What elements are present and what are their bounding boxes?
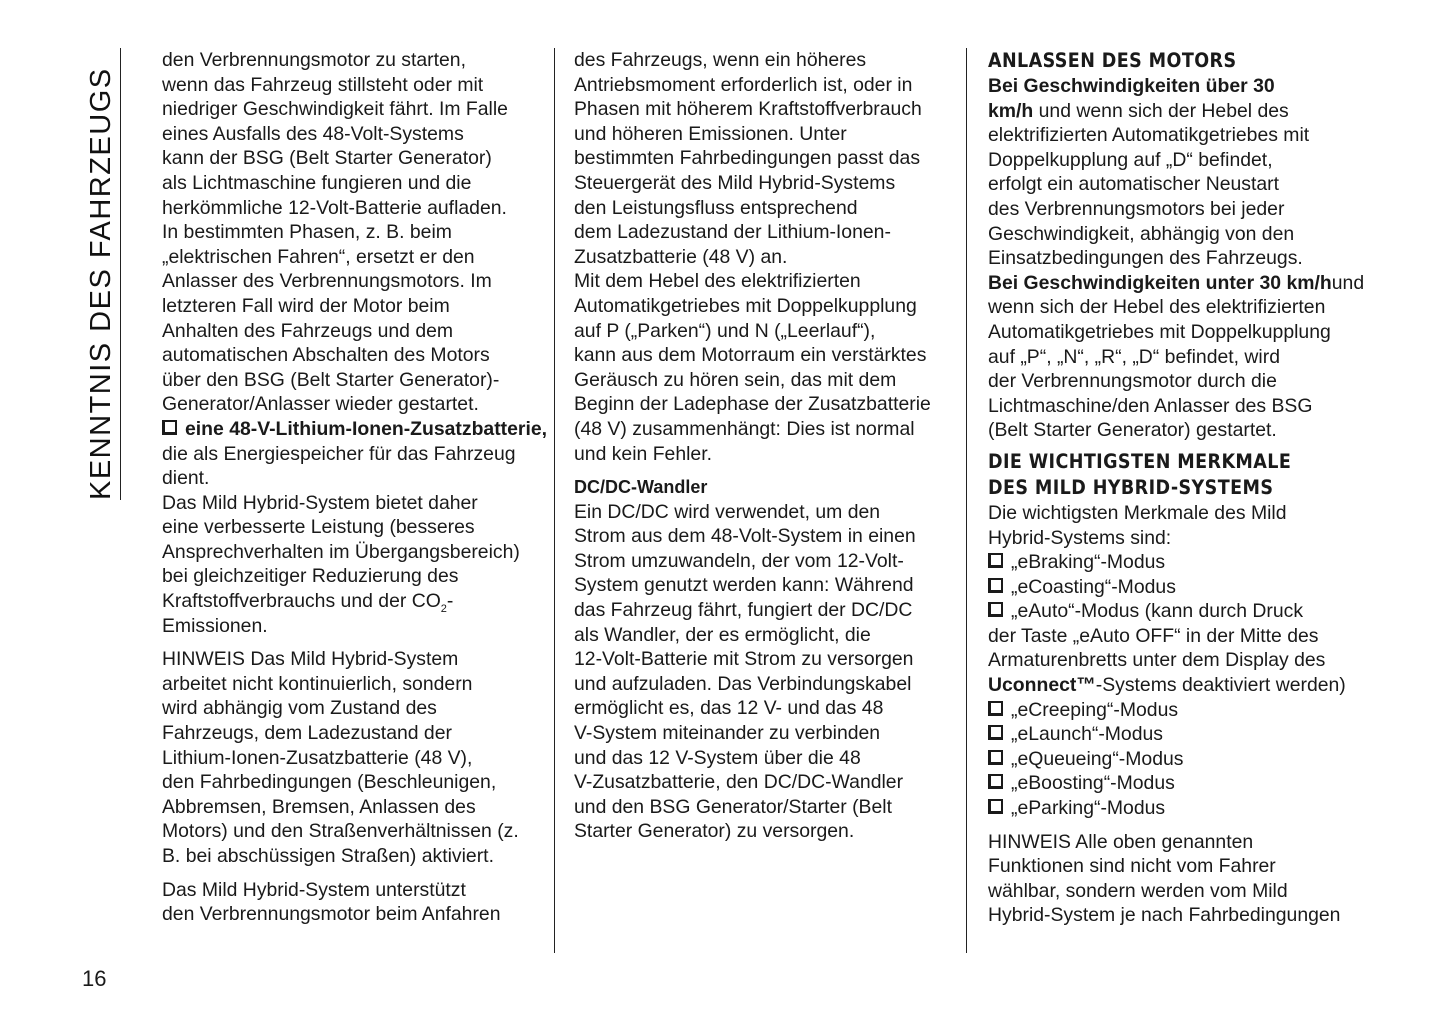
paragraph-1 [574, 48, 952, 269]
text-line: und das 12 V-System über die 48 [574, 746, 861, 769]
checkbox-bullet-icon [988, 553, 1003, 568]
text-line: der Verbrennungsmotor durch die [988, 370, 1277, 393]
text-line: V-Zusatzbatterie, den DC/DC-Wandler [574, 771, 904, 794]
list-item [988, 599, 1368, 624]
text-line: des Verbrennungsmotors bei jeder [988, 197, 1285, 220]
text-line: Doppelkupplung auf „D“ befindet, [988, 148, 1273, 171]
paragraph-3 [574, 500, 952, 844]
bullet-bold-text: eine 48-V-Lithium-Ionen-Zusatzbatterie, [185, 417, 548, 440]
list-item [988, 747, 1368, 772]
text-line: Geräusch zu hören sein, das mit dem [574, 368, 897, 391]
list-item [988, 722, 1368, 747]
text-line: letzteren Fall wird der Motor beim [162, 294, 450, 317]
text-line: dem Ladezustand der Lithium-Ionen- [574, 221, 891, 244]
checkbox-bullet-icon [988, 799, 1003, 814]
paragraph-1 [162, 48, 548, 491]
text-line: „elektrischen Fahren“, ersetzt er den [162, 245, 475, 268]
text-line: wenn das Fahrzeug stillsteht oder mit [162, 73, 484, 96]
text-line: Lithium-Ionen-Zusatzbatterie (48 V), [162, 746, 473, 769]
text-line: den Verbrennungsmotor beim Anfahren [162, 903, 501, 926]
text-line: System genutzt werden kann: Während [574, 574, 914, 597]
bold-inline-text: Uconnect™ [988, 674, 1096, 697]
text-line: bestimmten Fahrbedingungen passt das [574, 147, 921, 170]
text-line: Einsatzbedingungen des Fahrzeugs. [988, 247, 1303, 270]
paragraph-2 [574, 269, 952, 466]
text-line: wählbar, sondern werden vom Mild [988, 879, 1288, 902]
text-line [988, 673, 1368, 698]
list-item-label: „eParking“-Modus [1011, 797, 1166, 820]
inline-text: und wenn sich der Hebel des [1033, 99, 1289, 122]
text-line: kann der BSG (Belt Starter Generator) [162, 147, 492, 170]
text-line: und den BSG Generator/Starter (Belt [574, 795, 892, 818]
list-item-label: „eQueueing“-Modus [1011, 747, 1184, 770]
text-line: Phasen mit höherem Kraftstoffverbrauch [574, 98, 922, 121]
checkbox-bullet-icon [162, 420, 177, 435]
column-divider-1 [554, 48, 555, 953]
text-line: als Wandler, der es ermöglicht, die [574, 623, 871, 646]
checkbox-bullet-icon [988, 725, 1003, 740]
text-column-2 [574, 48, 952, 844]
text-line: und höheren Emissionen. Unter [574, 122, 847, 145]
heading-engine-start: ANLASSEN DES MOTORS [988, 49, 1237, 72]
checkbox-bullet-icon [988, 750, 1003, 765]
text-line: der Taste „eAuto OFF“ in der Mitte des [988, 624, 1319, 647]
co2-text: Kraftstoffverbrauchs und der CO [162, 590, 441, 613]
inline-text: -Systems deaktiviert werden) [1095, 674, 1346, 697]
paragraph-3 [988, 501, 1368, 550]
text-line: Das Mild Hybrid-System unterstützt [162, 878, 466, 901]
checkbox-bullet-icon [988, 602, 1003, 617]
co2-subscript: 2 [440, 602, 447, 615]
page-number: 16 [82, 966, 107, 991]
text-line: den Leistungsfluss entsprechend [574, 196, 858, 219]
heading-key-features: DIE WICHTIGSTEN MERKMALE [988, 449, 1292, 473]
text-line: auf „P“, „N“, „R“, „D“ befindet, wird [988, 345, 1280, 368]
text-line: auf P („Parken“) und N („Leerlauf“), [574, 319, 876, 342]
text-line: V-System miteinander zu verbinden [574, 722, 881, 745]
list-item [988, 575, 1368, 600]
checkbox-bullet-icon [988, 701, 1003, 716]
text-line: Motors) und den Straßenverhältnissen (z. [162, 820, 519, 843]
text-line: Beginn der Ladephase der Zusatzbatterie [574, 393, 931, 416]
text-line: Mit dem Hebel des elektrifizierten [574, 270, 861, 293]
text-line: Lichtmaschine/den Anlasser des BSG [988, 394, 1313, 417]
column-divider-2 [966, 48, 967, 953]
text-line: über den BSG (Belt Starter Generator)- [162, 368, 500, 391]
text-line: 12-Volt-Batterie mit Strom zu versorgen [574, 648, 914, 671]
text-line: eines Ausfalls des 48-Volt-Systems [162, 122, 464, 145]
text-line: HINWEIS Alle oben genannten [988, 830, 1254, 853]
text-line: wenn sich der Hebel des elektrifizierten [988, 296, 1326, 319]
text-line: (Belt Starter Generator) gestartet. [988, 419, 1277, 442]
text-column-3 [988, 48, 1368, 928]
text-line: Emissionen. [162, 614, 268, 637]
text-line: das Fahrzeug fährt, fungiert der DC/DC [574, 599, 913, 622]
checkbox-bullet-icon [988, 774, 1003, 789]
text-line: Armaturenbretts unter dem Display des [988, 649, 1326, 672]
list-item-label: „eCoasting“-Modus [1011, 575, 1176, 598]
text-line: (48 V) zusammenhängt: Dies ist normal [574, 417, 915, 440]
text-line: Generator/Anlasser wieder gestartet. [162, 393, 479, 416]
paragraph-2 [162, 491, 540, 639]
text-line: kann aus dem Motorraum ein verstärktes [574, 344, 927, 367]
text-line: ermöglicht es, das 12 V- und das 48 [574, 697, 884, 720]
text-line: arbeitet nicht kontinuierlich, sondern [162, 672, 473, 695]
text-line: Strom umzuwandeln, der vom 12-Volt- [574, 549, 904, 572]
text-line: Ansprechverhalten im Übergangsbereich) [162, 540, 520, 563]
list-item [988, 771, 1368, 796]
text-line: Ein DC/DC wird verwendet, um den [574, 500, 881, 523]
note-paragraph [162, 647, 540, 868]
dcdc-subheading: DC/DC-Wandler [574, 477, 708, 498]
text-line: niedriger Geschwindigkeit fährt. Im Falle [162, 98, 508, 121]
text-line [988, 99, 1368, 124]
text-line: Das Mild Hybrid-System bietet daher [162, 491, 478, 514]
text-line: die als Energiespeicher für das Fahrzeug [162, 442, 516, 465]
text-line: erfolgt ein automatischer Neustart [988, 173, 1280, 196]
text-line: Hybrid-System je nach Fahrbedingungen [988, 904, 1341, 927]
text-line: In bestimmten Phasen, z. B. beim [162, 221, 452, 244]
text-line: bei gleichzeitiger Reduzierung des [162, 565, 459, 588]
text-line: automatischen Abschalten des Motors [162, 344, 490, 367]
text-line: dient. [162, 467, 210, 490]
list-item [988, 796, 1368, 821]
text-line: den Verbrennungsmotor zu starten, [162, 49, 466, 71]
text-line: Geschwindigkeit, abhängig von den [988, 222, 1295, 245]
bold-inline-text: Bei Geschwindigkeiten unter 30 km/h [988, 271, 1332, 294]
text-line: Funktionen sind nicht vom Fahrer [988, 855, 1276, 878]
text-line: eine verbesserte Leistung (besseres [162, 516, 475, 539]
text-line [162, 589, 540, 614]
text-line: herkömmliche 12-Volt-Batterie aufladen. [162, 196, 507, 219]
note-paragraph [988, 830, 1368, 928]
text-line: B. bei abschüssigen Straßen) aktiviert. [162, 845, 494, 867]
text-line: Automatikgetriebes mit Doppelkupplung [988, 320, 1331, 343]
text-line: Anhalten des Fahrzeugs und dem [162, 319, 454, 342]
bold-text-line: Bei Geschwindigkeiten über 30 [988, 75, 1275, 97]
text-line: HINWEIS Das Mild Hybrid-System [162, 648, 459, 671]
text-column-1 [162, 48, 548, 927]
list-item-label: „eLaunch“-Modus [1011, 723, 1163, 746]
feature-list [988, 550, 1368, 821]
side-title-text: KENNTNIS DES FAHRZEUGS [85, 67, 117, 500]
side-section-title [78, 48, 121, 500]
text-line: und kein Fehler. [574, 442, 712, 465]
list-item [988, 550, 1368, 575]
text-line: als Lichtmaschine fungieren und die [162, 171, 472, 194]
text-line: Strom aus dem 48-Volt-System in einen [574, 525, 916, 548]
text-line: und aufzuladen. Das Verbindungskabel [574, 672, 912, 695]
text-line: elektrifizierten Automatikgetriebes mit [988, 124, 1310, 147]
text-line: wird abhängig vom Zustand des [162, 697, 437, 720]
co2-hyphen: - [446, 590, 454, 613]
text-line: Abbremsen, Bremsen, Anlassen des [162, 795, 476, 818]
list-item [988, 698, 1368, 723]
text-line: des Fahrzeugs, wenn ein höheres [574, 49, 867, 71]
list-item-label: „eAuto“-Modus (kann durch Druck [1011, 600, 1304, 623]
bullet-item [162, 417, 548, 442]
text-line: Steuergerät des Mild Hybrid-Systems [574, 171, 896, 194]
paragraph-2 [988, 271, 1368, 443]
text-line: den Fahrbedingungen (Beschleunigen, [162, 771, 497, 794]
paragraph-4 [162, 878, 540, 927]
text-line: Antriebsmoment erforderlich ist, oder in [574, 73, 913, 96]
bold-inline-text: km/h [988, 99, 1034, 122]
text-line: Starter Generator) zu versorgen. [574, 820, 855, 843]
list-item-label: „eBoosting“-Modus [1011, 772, 1175, 795]
inline-text: und [1331, 271, 1365, 294]
text-line: Hybrid-Systems sind: [988, 526, 1172, 549]
paragraph-1 [988, 74, 1368, 271]
list-item-label: „eBraking“-Modus [1011, 551, 1166, 574]
text-line: Fahrzeugs, dem Ladezustand der [162, 722, 452, 745]
checkbox-bullet-icon [988, 578, 1003, 593]
text-line [988, 271, 1368, 296]
text-line: Anlasser des Verbrennungsmotors. Im [162, 270, 492, 293]
text-line: Automatikgetriebes mit Doppelkupplung [574, 294, 917, 317]
list-item-label: „eCreeping“-Modus [1011, 698, 1179, 721]
heading-key-features-line2: DES MILD HYBRID-SYSTEMS [988, 475, 1274, 499]
text-line: Die wichtigsten Merkmale des Mild [988, 501, 1287, 524]
text-line: Zusatzbatterie (48 V) an. [574, 245, 788, 268]
